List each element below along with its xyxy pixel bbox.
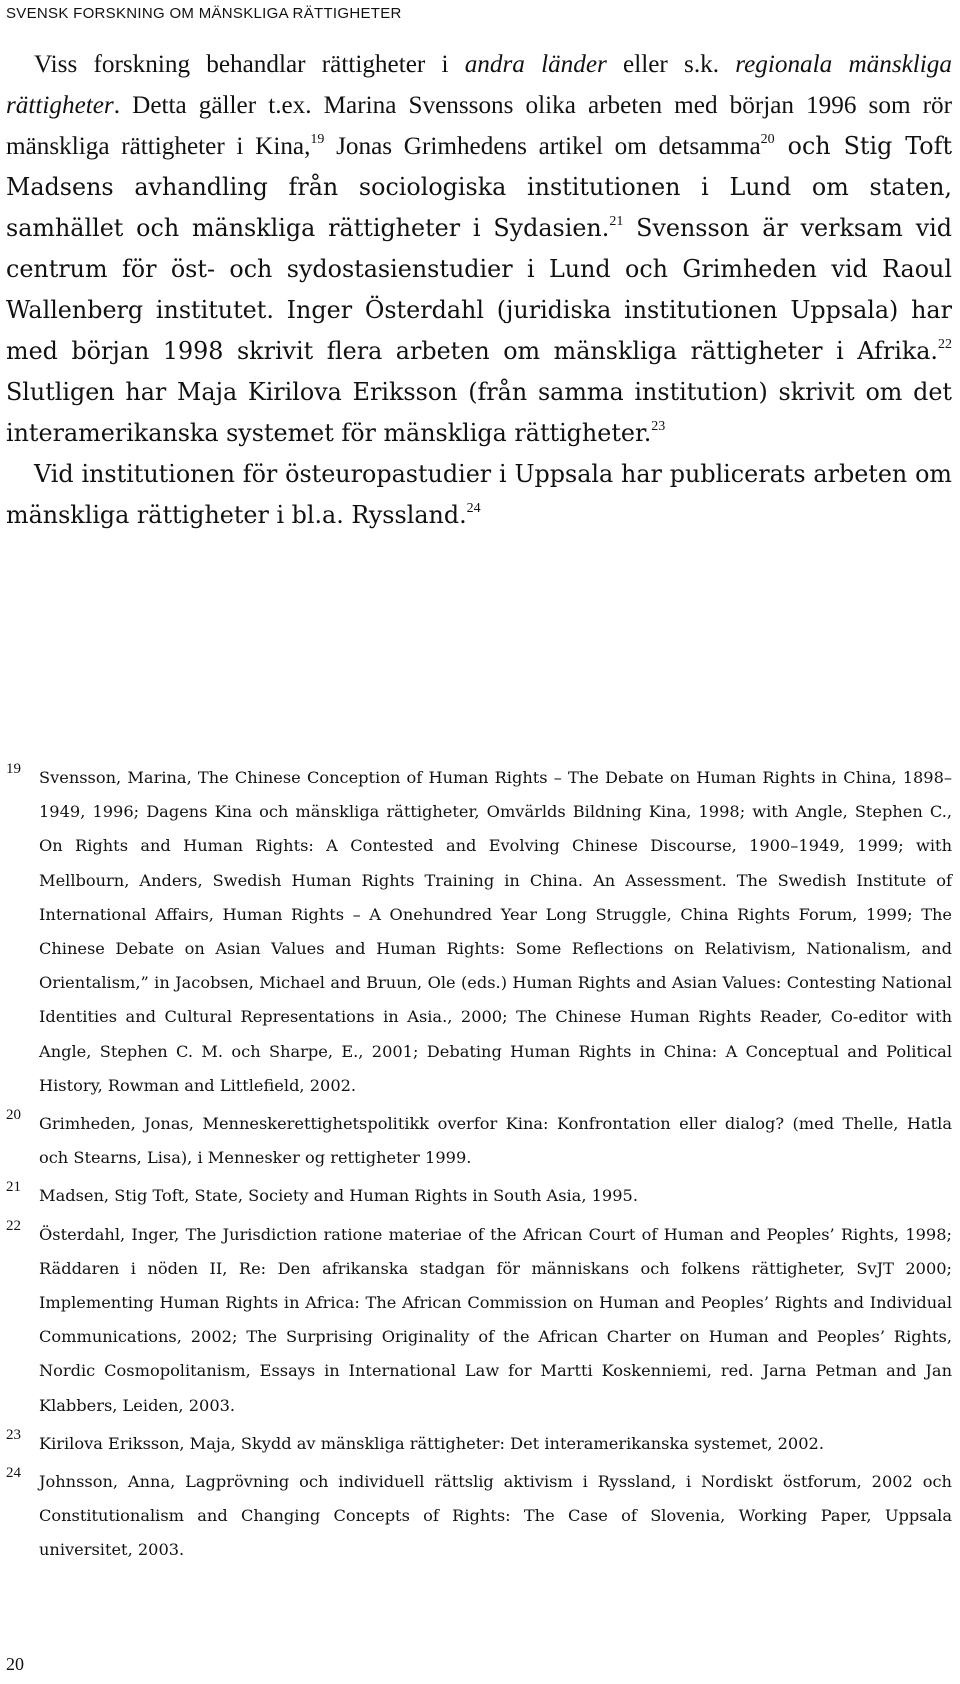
italic-run: andra länder — [464, 51, 607, 78]
footnote-text: Svensson, Marina, The Chinese Conception of Human Rights – The Debate on Human Rights in China, 1898–1949, 1996; Dagens Kina och mänskliga rättigheter, Omvärlds Bildning Kina, 1998; with Angle, Stephen C., On Rights and Human Rights: A Contested and Evolving Chinese Discourse, 1900–1949, 1999; with Mellbourn, Anders, Swedish Human Rights Training in China. An Assessment. The Swedish Institute of International Affairs, Human Rights – A Onehundred Year Long Struggle, China Rights Forum, 1999; The Chinese Debate on Asian Values and Human Rights: Some Reflections on Relativism, Nationalism, and Orientalism,” in Jacobsen, Michael and Bruun, Ole (eds.) Human Rights and Asian Values: Contesting National Identities and Cultural Representations in Asia., 2000; The Chinese Human Rights Reader, Co-editor with Angle, Stephen C. M. och Sharpe, E., 2001; Debating Human Rights in China: A Conceptual and Political History, Rowman and Littlefield, 2002. — [39, 768, 952, 1095]
footnote-text: Johnsson, Anna, Lagprövning och individuell rättslig aktivism i Ryssland, i Nordiskt östforum, 2002 och Constitutionalism and Changing Concepts of Rights: The Case of Slovenia, Working Paper, Uppsala universitet, 2003. — [39, 1472, 952, 1560]
footnote-ref[interactable]: 24 — [466, 501, 481, 516]
footnote-number: 24 — [6, 1465, 21, 1482]
footnote-text: Österdahl, Inger, The Jurisdiction ratione materiae of the African Court of Human and Peoples’ Rights, 1998; Räddaren i nöden II, Re: Den afrikanska stadgan för människans och folkens rättigheter, SvJT 2000; Implementing Human Rights in Africa: The African Commission on Human and Peoples’ Rights and Individual Communications, 2002; The Surprising Originality of the African Charter on Human and Peoples’ Rights, Nordic Cosmopolitanism, Essays in International Law for Martti Koskenniemi, red. Jarna Petman and Jan Klabbers, Leiden, 2003. — [39, 1224, 952, 1415]
footnote-20 — [6, 1107, 952, 1175]
footnote-ref[interactable]: 21 — [609, 214, 624, 229]
running-header: SVENSK FORSKNING OM MÄNSKLIGA RÄTTIGHETER — [6, 5, 402, 22]
footnote-ref[interactable]: 19 — [310, 132, 325, 147]
footnote-number: 20 — [6, 1107, 21, 1124]
paragraph-2 — [6, 454, 952, 536]
footnote-ref[interactable]: 23 — [651, 419, 666, 434]
footnote-text: Kirilova Eriksson, Maja, Skydd av mänskliga rättigheter: Det interamerikanska systemet, 2002. — [39, 1433, 824, 1453]
text-run: . Detta gäller t.ex. Marina Svenssons olika arbeten med början 1996 som rör mänskliga rättigheter i Kina, — [6, 92, 952, 160]
italic-run: regionala mänskliga rättigheter — [6, 51, 952, 119]
paragraph-1 — [6, 44, 952, 454]
footnote-21 — [6, 1179, 952, 1213]
text-run: Jonas Grimhedens artikel om detsamma — [324, 133, 761, 160]
footnote-number: 21 — [6, 1179, 21, 1196]
footnote-number: 22 — [6, 1217, 21, 1234]
footnote-22 — [6, 1218, 952, 1423]
footnote-number: 23 — [6, 1426, 21, 1443]
text-run: och Stig Toft Madsens avhandling från sociologiska institutionen i Lund om staten, samhället och mänskliga rättigheter i Sydasien. — [6, 132, 953, 242]
text-run: Viss forskning behandlar rättigheter i — [34, 51, 465, 78]
text-run: Slutligen har Maja Kirilova Eriksson (från samma institution) skrivit om det interamerikanska systemet för mänskliga rättigheter. — [6, 378, 952, 447]
text-run: eller s.k. — [606, 51, 736, 78]
text-run: Vid institutionen för östeuropastudier i Uppsala har publicerats arbeten om mänskliga rättigheter i bl.a. Ryssland. — [6, 460, 952, 529]
body-text — [6, 44, 952, 536]
footnote-text: Grimheden, Jonas, Menneskerettighetspolitikk overfor Kina: Konfrontation eller dialog? (med Thelle, Hatla och Stearns, Lisa), i Mennesker og rettigheter 1999. — [39, 1114, 952, 1168]
page-number: 20 — [6, 1654, 24, 1674]
footnote-19 — [6, 761, 952, 1103]
text-run: Svensson är verksam vid centrum för öst- och sydostasienstudier i Lund och Grimheden vid Raoul Wallenberg institutet. Inger Österdahl (juridiska institutionen Uppsala) har med början 1998 skrivit flera arbeten om mänskliga rättigheter i Afrika. — [6, 214, 952, 365]
footnote-ref[interactable]: 20 — [760, 132, 775, 147]
footnote-24 — [6, 1465, 952, 1568]
footnote-ref[interactable]: 22 — [938, 337, 952, 352]
footnote-number: 19 — [6, 761, 21, 777]
footnote-23 — [6, 1427, 952, 1461]
footnotes — [6, 761, 952, 1568]
footnote-text: Madsen, Stig Toft, State, Society and Human Rights in South Asia, 1995. — [39, 1186, 638, 1206]
